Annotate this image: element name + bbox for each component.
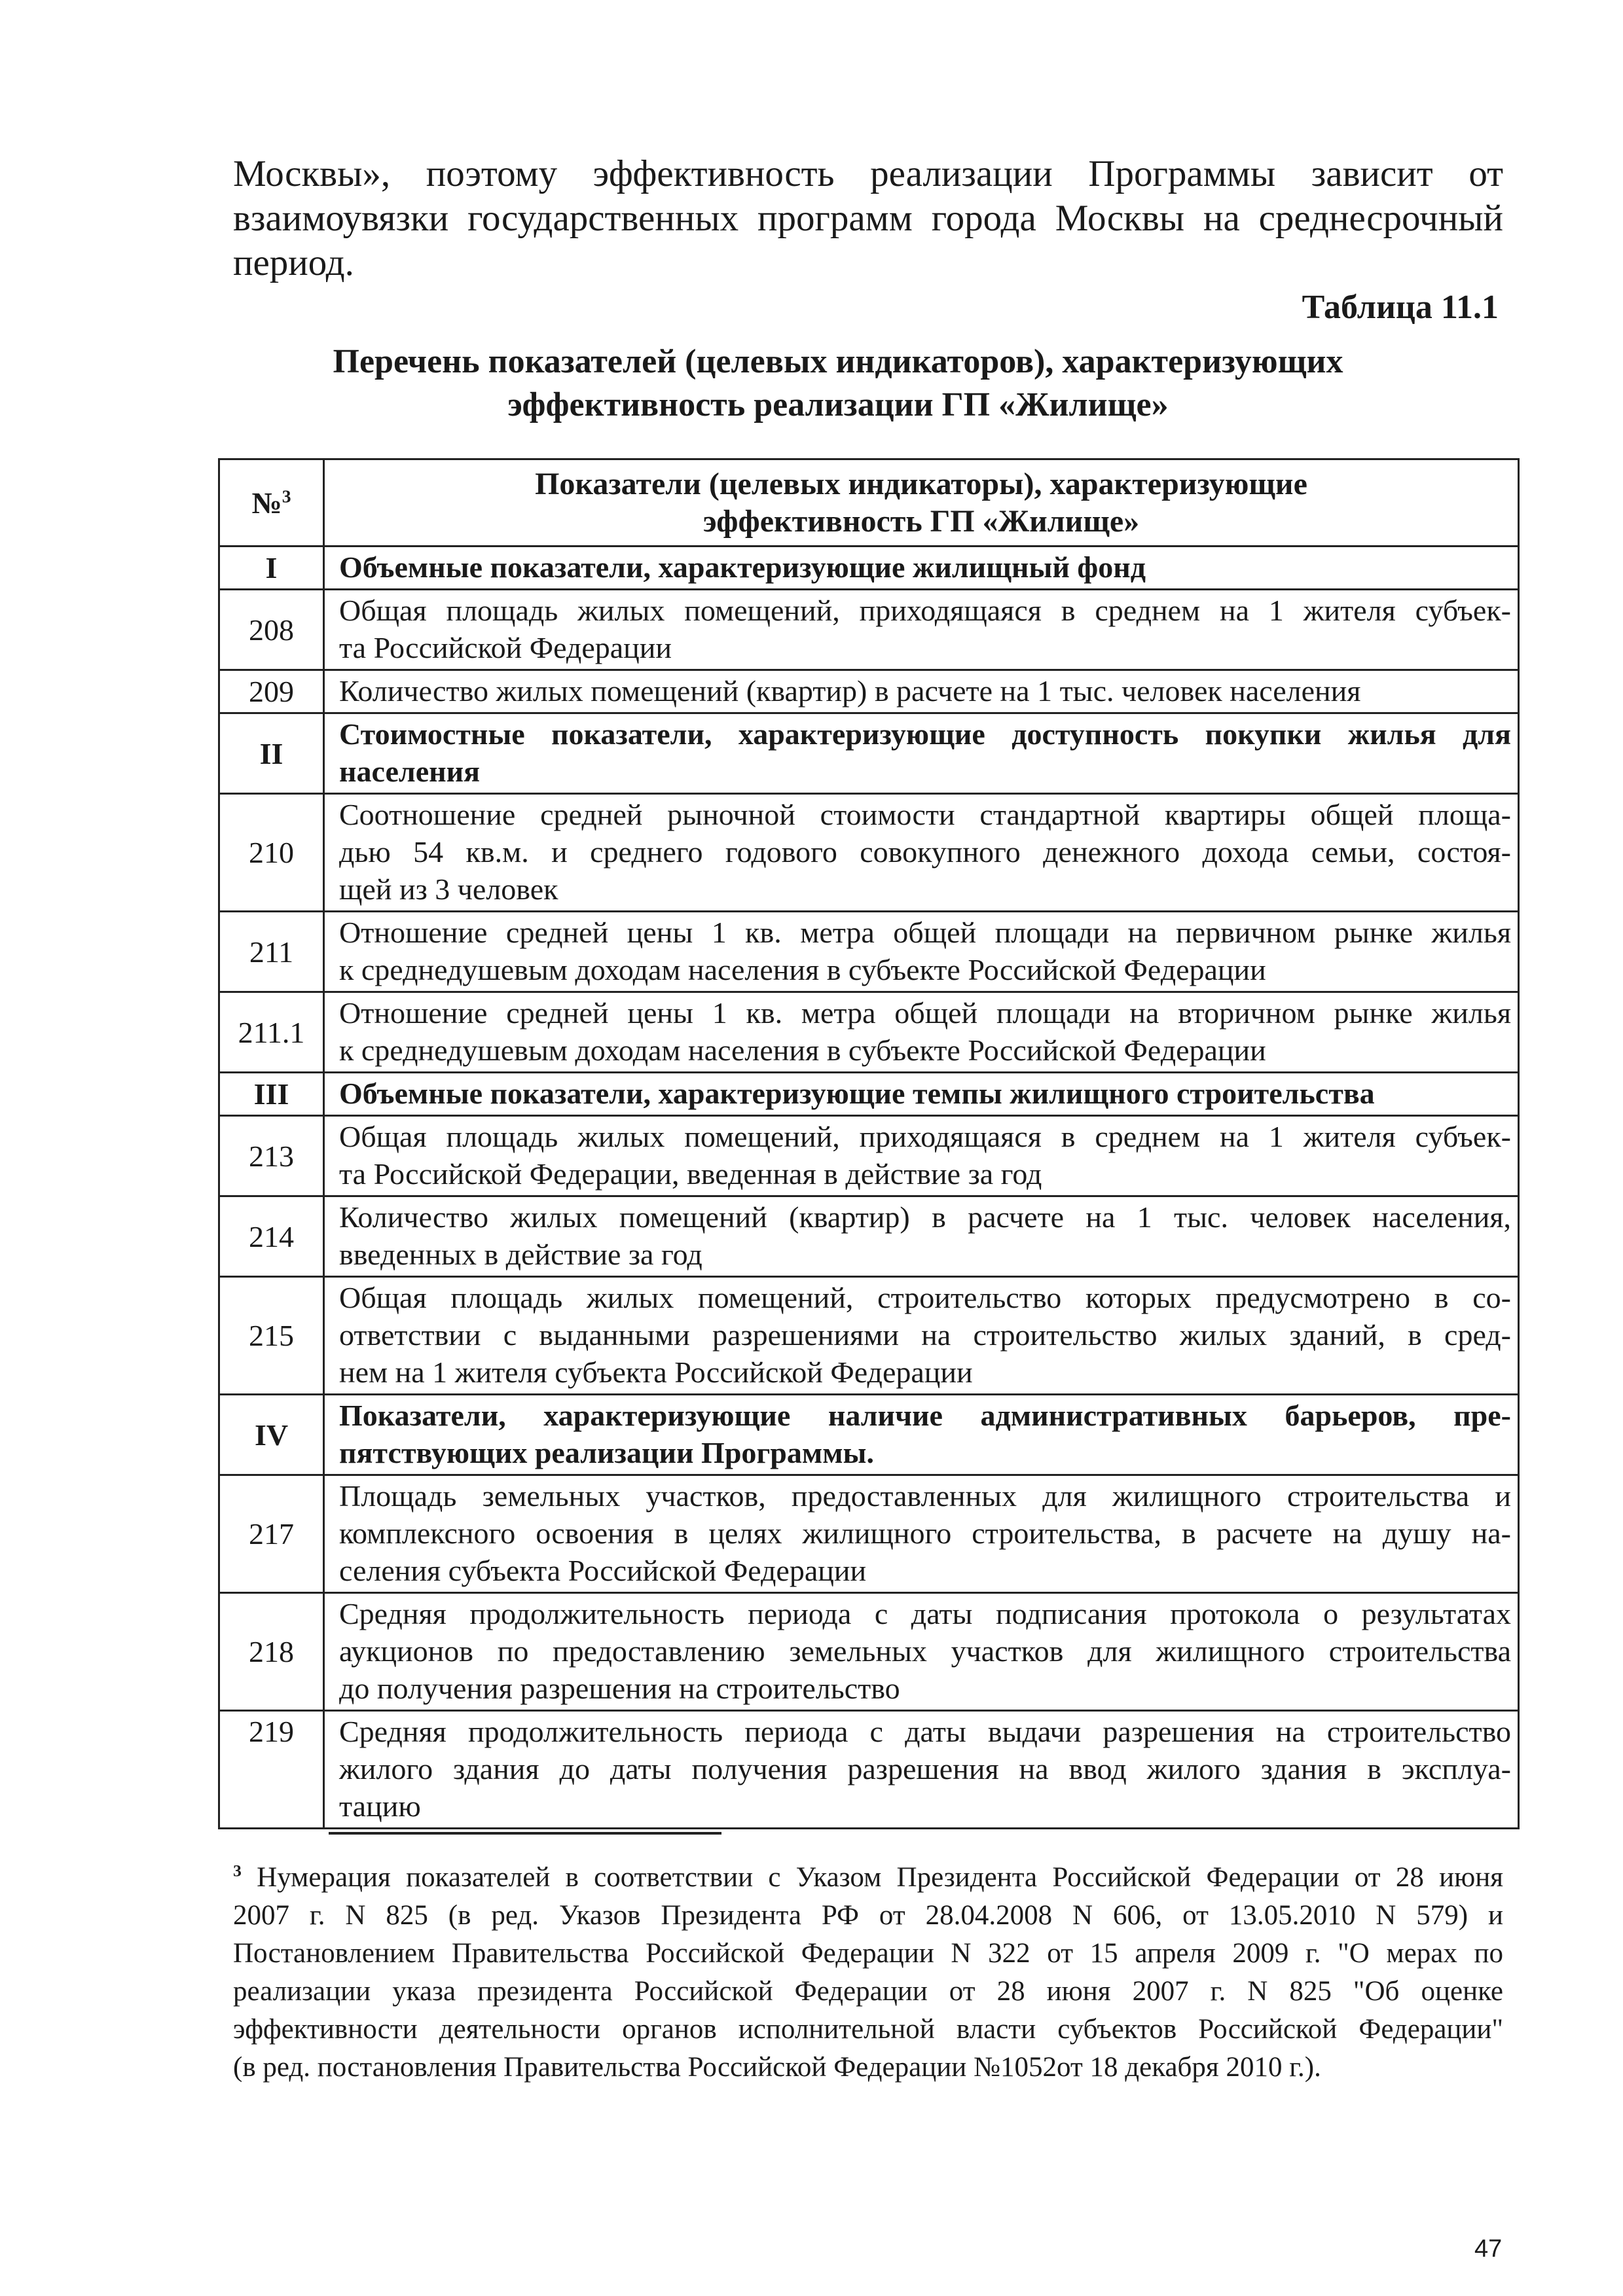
indicator-number: 209	[219, 670, 324, 713]
header-description-cell	[324, 459, 1519, 547]
cell-text-line: аукционов по предоставлению земельных участков для жилищного строительства	[339, 1634, 1511, 1668]
indicator-description	[324, 1593, 1519, 1711]
indicator-description	[324, 590, 1519, 670]
section-row	[219, 547, 1519, 590]
section-number: IV	[219, 1395, 324, 1475]
indicator-description	[324, 1196, 1519, 1277]
section-row	[219, 713, 1519, 794]
indicator-row	[219, 912, 1519, 992]
indicator-description	[324, 912, 1519, 992]
footnote	[233, 1859, 1503, 2087]
cell-text-line: Отношение средней цены 1 кв. метра общей площади на вторичном рынке жилья	[339, 996, 1511, 1030]
cell-text-line: Количество жилых помещений (квартир) в расчете на 1 тыс. человек населения,	[339, 1200, 1511, 1234]
header-description-line: эффективность ГП «Жилище»	[702, 504, 1140, 539]
section-number: I	[219, 547, 324, 590]
footnote-text: Нумерация показателей в соответствии с Указом Президента Российской Федерации от 28 июня	[241, 1862, 1503, 1893]
section-title	[324, 547, 1519, 590]
table-title-line: Перечень показателей (целевых индикаторов), характеризующих	[333, 343, 1343, 380]
indicator-number: 208	[219, 590, 324, 670]
cell-text-line: Объемные показатели, характеризующие темпы жилищного строительства	[339, 1077, 1375, 1110]
indicator-description	[324, 1116, 1519, 1196]
indicator-number: 210	[219, 794, 324, 912]
footnote-line	[233, 1859, 1503, 1897]
footnote-line: реализации указа президента Российской Федерации от 28 июня 2007 г. N 825 "Об оценке	[233, 1976, 1503, 2007]
indicator-number: 211.1	[219, 992, 324, 1073]
indicator-number: 214	[219, 1196, 324, 1277]
cell-text-line: Общая площадь жилых помещений, строительство которых предусмотрено в со-	[339, 1281, 1511, 1314]
indicator-description	[324, 794, 1519, 912]
indicator-row	[219, 590, 1519, 670]
indicator-row	[219, 1196, 1519, 1277]
cell-text-line: введенных в действие за год	[339, 1238, 702, 1271]
cell-text-line: к среднедушевым доходам населения в субъекте Российской Федерации	[339, 1033, 1266, 1067]
cell-text-line: селения субъекта Российской Федерации	[339, 1554, 867, 1587]
cell-text-line: тацию	[339, 1789, 421, 1823]
indicator-number: 217	[219, 1475, 324, 1593]
cell-text-line: Стоимостные показатели, характеризующие доступность покупки жилья для	[339, 717, 1511, 751]
footnote-line: эффективности деятельности органов исполнительной власти субъектов Российской Федерации"	[233, 2014, 1503, 2045]
intro-line: взаимоувязки государственных программ города Москвы на среднесрочный	[233, 198, 1503, 239]
cell-text-line: Средняя продолжительность периода с даты подписания протокола о результатах	[339, 1597, 1511, 1630]
table-title	[216, 340, 1460, 427]
table-number: Таблица 11.1	[1302, 289, 1499, 326]
intro-paragraph	[233, 152, 1503, 285]
cell-text-line: до получения разрешения на строительство	[339, 1672, 900, 1705]
cell-text-line: населения	[339, 755, 481, 788]
cell-text-line: жилого здания до даты получения разрешения на ввод жилого здания в эксплуа-	[339, 1752, 1511, 1785]
footnote-separator	[329, 1832, 721, 1835]
section-title	[324, 1395, 1519, 1475]
table-header-row	[219, 459, 1519, 547]
indicator-row	[219, 670, 1519, 713]
indicator-row	[219, 1116, 1519, 1196]
indicator-row	[219, 992, 1519, 1073]
cell-text-line: Средняя продолжительность периода с даты выдачи разрешения на строительство	[339, 1715, 1511, 1748]
indicator-description	[324, 1277, 1519, 1395]
table-body	[219, 547, 1519, 1829]
indicators-table	[218, 458, 1520, 1829]
indicator-description	[324, 1475, 1519, 1593]
footnote-line: Постановлением Правительства Российской Федерации N 322 от 15 апреля 2009 г. "О мерах по	[233, 1938, 1503, 1969]
cell-text-line: к среднедушевым доходам населения в субъекте Российской Федерации	[339, 953, 1266, 986]
indicator-row	[219, 794, 1519, 912]
cell-text-line: Количество жилых помещений (квартир) в расчете на 1 тыс. человек населения	[339, 674, 1361, 708]
section-number: III	[219, 1073, 324, 1116]
header-description-line: Показатели (целевых индикаторы), характеризующие	[535, 467, 1307, 501]
cell-text-line: Отношение средней цены 1 кв. метра общей площади на первичном рынке жилья	[339, 916, 1511, 949]
indicator-description	[324, 670, 1519, 713]
indicator-number: 215	[219, 1277, 324, 1395]
footnote-marker: 3	[233, 1861, 242, 1880]
section-number: II	[219, 713, 324, 794]
indicator-description	[324, 992, 1519, 1073]
cell-text-line: нем на 1 жителя субъекта Российской Федерации	[339, 1355, 973, 1389]
intro-line: период.	[233, 242, 354, 283]
indicator-row	[219, 1593, 1519, 1711]
section-row	[219, 1073, 1519, 1116]
indicator-number: 213	[219, 1116, 324, 1196]
table-title-line: эффективность реализации ГП «Жилище»	[507, 386, 1169, 423]
footnote-line: (в ред. постановления Правительства Российской Федерации №1052от 18 декабря 2010 г.).	[233, 2052, 1321, 2083]
header-number-label: №	[251, 486, 282, 520]
cell-text-line: ответствии с выданными разрешениями на строительство жилых зданий, в сред-	[339, 1318, 1511, 1352]
cell-text-line: та Российской Федерации, введенная в действие за год	[339, 1157, 1042, 1191]
page-number: 47	[1474, 2235, 1503, 2263]
cell-text-line: комплексного освоения в целях жилищного строительства, в расчете на душу на-	[339, 1516, 1511, 1550]
indicator-number: 218	[219, 1593, 324, 1711]
cell-text-line: дью 54 кв.м. и среднего годового совокупного денежного дохода семьи, состоя-	[339, 835, 1511, 869]
indicator-description	[324, 1711, 1519, 1829]
cell-text-line: Площадь земельных участков, предоставленных для жилищного строительства и	[339, 1479, 1511, 1513]
header-number-cell	[219, 459, 324, 547]
indicator-number: 211	[219, 912, 324, 992]
footnote-line: 2007 г. N 825 (в ред. Указов Президента РФ от 28.04.2008 N 606, от 13.05.2010 N 579) и	[233, 1900, 1503, 1931]
cell-text-line: пятствующих реализации Программы.	[339, 1436, 874, 1469]
section-row	[219, 1395, 1519, 1475]
indicator-row	[219, 1711, 1519, 1829]
cell-text-line: Общая площадь жилых помещений, приходящаяся в среднем на 1 жителя субъек-	[339, 594, 1511, 627]
indicator-row	[219, 1475, 1519, 1593]
section-title	[324, 713, 1519, 794]
cell-text-line: щей из 3 человек	[339, 872, 558, 906]
cell-text-line: Объемные показатели, характеризующие жилищный фонд	[339, 550, 1146, 584]
cell-text-line: Общая площадь жилых помещений, приходящаяся в среднем на 1 жителя субъек-	[339, 1120, 1511, 1153]
indicator-row	[219, 1277, 1519, 1395]
footnote-reference[interactable]: 3	[282, 486, 291, 507]
section-title	[324, 1073, 1519, 1116]
cell-text-line: та Российской Федерации	[339, 631, 672, 664]
cell-text-line: Показатели, характеризующие наличие административных барьеров, пре-	[339, 1399, 1511, 1432]
indicator-number: 219	[219, 1711, 324, 1829]
cell-text-line: Соотношение средней рыночной стоимости стандартной квартиры общей площа-	[339, 798, 1511, 831]
intro-line: Москвы», поэтому эффективность реализации Программы зависит от	[233, 153, 1503, 194]
